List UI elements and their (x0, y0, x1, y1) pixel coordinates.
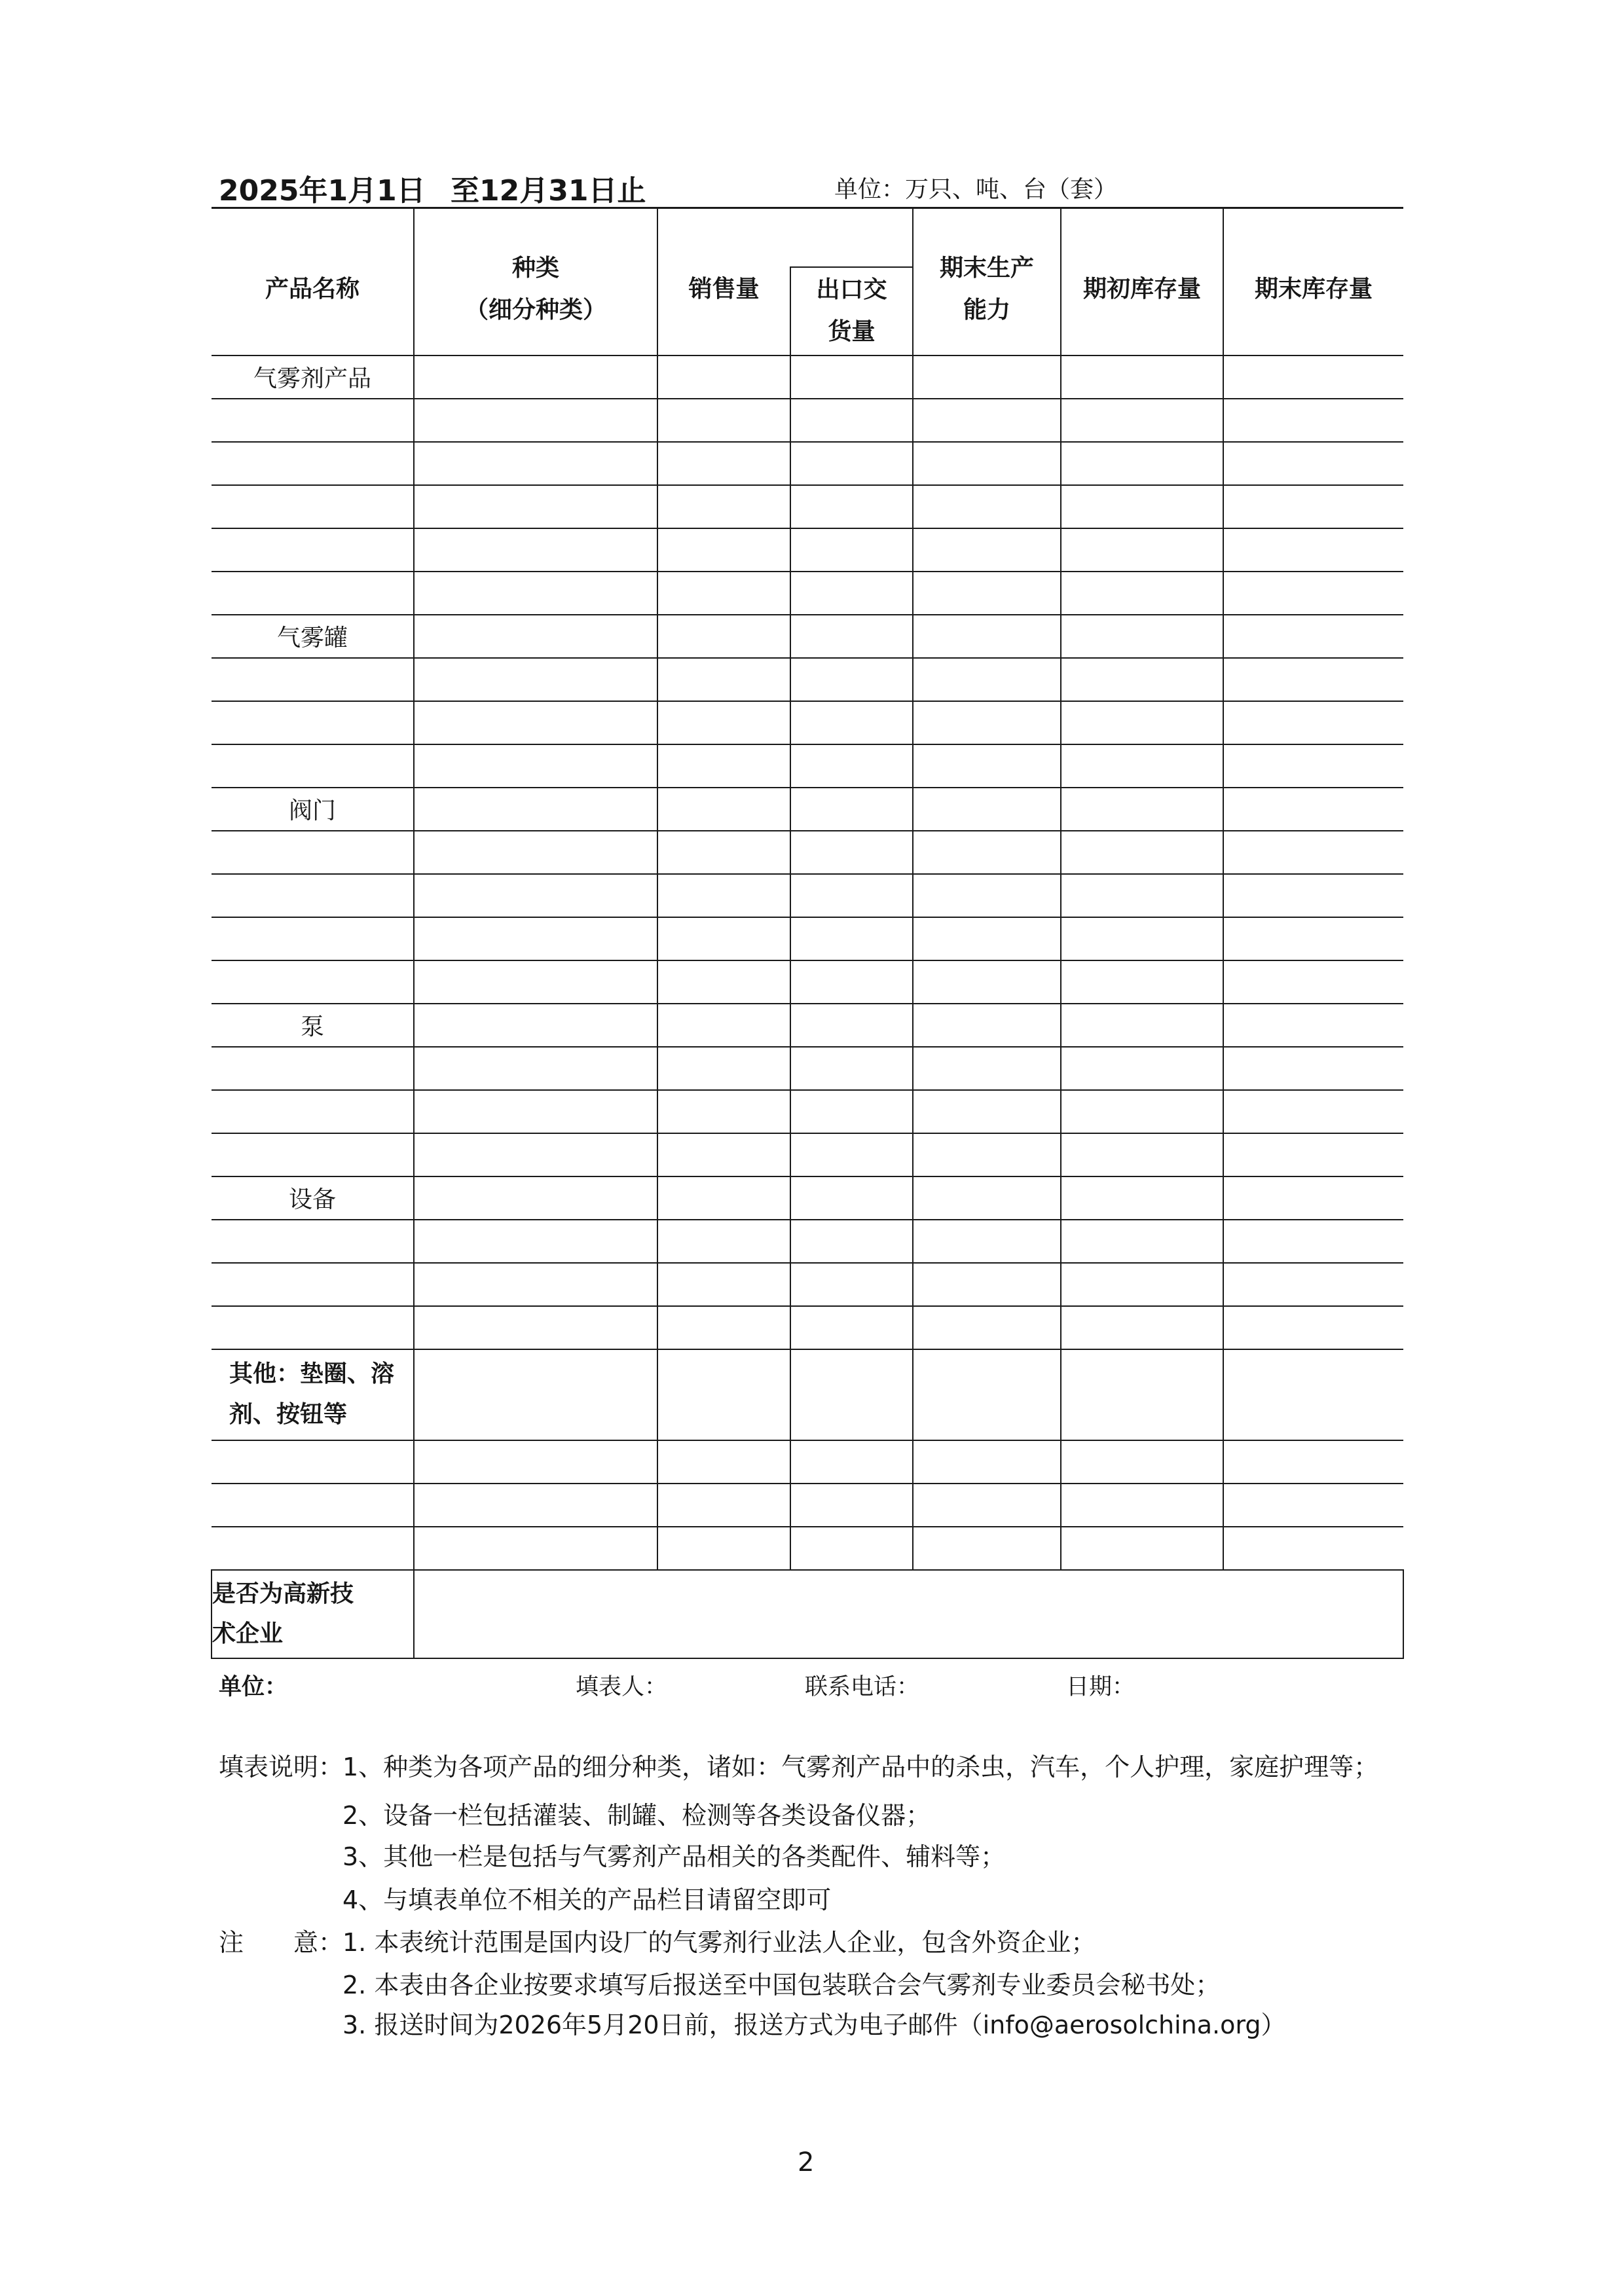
closing-stock-cell (1223, 1176, 1403, 1220)
table-row (212, 1176, 1403, 1220)
instruction-item: 1、种类为各项产品的细分种类，诸如：气雾剂产品中的杀虫，汽车，个人护理，家庭护理等； (342, 1753, 1379, 1781)
column-header-label: 期末生产 (939, 255, 1034, 282)
opening-stock-cell (1061, 831, 1223, 874)
opening-stock-cell (1061, 399, 1223, 442)
capacity-cell (913, 874, 1061, 917)
instruction-item: 4、与填表单位不相关的产品栏目请留空即可 (342, 1886, 832, 1914)
closing-stock-cell (1223, 399, 1403, 442)
table-row (212, 1349, 1403, 1440)
section-label-cell (212, 1004, 414, 1047)
footer-unit-label: 单位： (219, 1674, 288, 1700)
sales-cell (657, 701, 790, 744)
product-name-cell (212, 831, 414, 874)
export-cell (790, 485, 913, 528)
section-label: 剂、按钮等 (229, 1401, 348, 1428)
closing-stock-cell (1223, 1047, 1403, 1090)
capacity-cell (913, 701, 1061, 744)
instruction-item: 2、设备一栏包括灌装、制罐、检测等各类设备仪器； (342, 1801, 931, 1830)
product-name-cell (212, 1440, 414, 1484)
table-row (212, 1440, 1403, 1484)
product-name-cell (212, 485, 414, 528)
sales-cell (657, 1133, 790, 1176)
export-cell (790, 1263, 913, 1306)
high-tech-row (212, 1570, 1403, 1658)
closing-stock-cell (1223, 1527, 1403, 1570)
sales-cell (657, 1349, 790, 1440)
capacity-cell (913, 1220, 1061, 1263)
notes-title: 注 意： (219, 1928, 344, 1957)
sales-cell (657, 528, 790, 572)
section-label: 泵 (300, 1013, 324, 1040)
section-label-cell (212, 355, 414, 399)
column-header-label: 种类 (511, 255, 559, 282)
opening-stock-cell (1061, 1090, 1223, 1133)
opening-stock-cell (1061, 1484, 1223, 1527)
category-cell (414, 1263, 657, 1306)
product-name-cell (212, 399, 414, 442)
opening-stock-cell (1061, 701, 1223, 744)
column-header-product-name (212, 208, 414, 355)
export-cell (790, 528, 913, 572)
category-cell (414, 355, 657, 399)
export-cell (790, 1349, 913, 1440)
high-tech-label: 是否为高新技 (212, 1580, 354, 1607)
footer-date-label: 日期： (1066, 1674, 1135, 1700)
column-header-closing-stock (1223, 208, 1403, 355)
table-row (212, 701, 1403, 744)
capacity-cell (913, 831, 1061, 874)
category-cell (414, 442, 657, 485)
high-tech-label-cell (212, 1570, 414, 1658)
table-footer-rows (212, 1570, 1403, 1658)
export-cell (790, 960, 913, 1004)
export-cell (790, 788, 913, 831)
table-row (212, 1047, 1403, 1090)
export-cell (790, 615, 913, 658)
unit-note: 单位：万只、吨、台（套） (834, 176, 1118, 203)
export-cell (790, 917, 913, 960)
export-cell (790, 1133, 913, 1176)
export-cell (790, 874, 913, 917)
closing-stock-cell (1223, 658, 1403, 701)
sales-cell (657, 917, 790, 960)
opening-stock-cell (1061, 788, 1223, 831)
section-label-cell (212, 1349, 414, 1440)
footer-filler-label: 填表人： (576, 1674, 668, 1700)
section-label-cell (212, 615, 414, 658)
column-header-label: 期初库存量 (1082, 276, 1201, 303)
capacity-cell (913, 399, 1061, 442)
opening-stock-cell (1061, 658, 1223, 701)
column-header-export (790, 267, 913, 355)
opening-stock-cell (1061, 917, 1223, 960)
product-name-cell (212, 1527, 414, 1570)
closing-stock-cell (1223, 572, 1403, 615)
opening-stock-cell (1061, 1004, 1223, 1047)
closing-stock-cell (1223, 1306, 1403, 1349)
capacity-cell (913, 572, 1061, 615)
capacity-cell (913, 658, 1061, 701)
table-row (212, 744, 1403, 788)
section-label: 气雾剂产品 (253, 365, 371, 392)
export-cell (790, 442, 913, 485)
category-cell (414, 528, 657, 572)
category-cell (414, 1527, 657, 1570)
high-tech-value-cell (414, 1570, 1403, 1658)
sales-cell (657, 1263, 790, 1306)
table-row (212, 788, 1403, 831)
section-label: 设备 (288, 1186, 336, 1213)
capacity-cell (913, 1004, 1061, 1047)
capacity-cell (913, 1090, 1061, 1133)
capacity-cell (913, 485, 1061, 528)
table-row (212, 831, 1403, 874)
category-cell (414, 1090, 657, 1133)
section-label: 其他：垫圈、溶 (229, 1360, 395, 1387)
reporting-period-start: 2025年1月1日 (219, 174, 426, 208)
opening-stock-cell (1061, 572, 1223, 615)
opening-stock-cell (1061, 1176, 1223, 1220)
category-cell (414, 1133, 657, 1176)
column-header-capacity (913, 208, 1061, 355)
category-cell (414, 1176, 657, 1220)
column-header-label: 期末库存量 (1254, 276, 1373, 303)
export-cell (790, 1090, 913, 1133)
export-cell (790, 744, 913, 788)
table-row (212, 399, 1403, 442)
reporting-period-end: 至12月31日止 (451, 174, 646, 208)
sales-cell (657, 831, 790, 874)
closing-stock-cell (1223, 615, 1403, 658)
table-row (212, 1484, 1403, 1527)
opening-stock-cell (1061, 615, 1223, 658)
closing-stock-cell (1223, 1133, 1403, 1176)
product-name-cell (212, 658, 414, 701)
closing-stock-cell (1223, 701, 1403, 744)
category-cell (414, 572, 657, 615)
capacity-cell (913, 528, 1061, 572)
closing-stock-cell (1223, 1440, 1403, 1484)
table-row (212, 442, 1403, 485)
category-cell (414, 1306, 657, 1349)
closing-stock-cell (1223, 1004, 1403, 1047)
capacity-cell (913, 1527, 1061, 1570)
section-label-cell (212, 788, 414, 831)
table-row (212, 1004, 1403, 1047)
table-row (212, 615, 1403, 658)
category-cell (414, 917, 657, 960)
category-cell (414, 874, 657, 917)
export-cell (790, 658, 913, 701)
table-row (212, 1220, 1403, 1263)
column-header-sales (657, 208, 790, 355)
footer-phone-label: 联系电话： (805, 1674, 920, 1700)
section-label: 气雾罐 (276, 625, 348, 651)
sales-cell (657, 1176, 790, 1220)
instruction-item: 3、其他一栏是包括与气雾剂产品相关的各类配件、辅料等； (342, 1842, 1006, 1871)
capacity-cell (913, 355, 1061, 399)
note-item: 3. 报送时间为2026年5月20日前，报送方式为电子邮件（info@aerosolchina.org） (342, 2011, 1286, 2039)
high-tech-label: 术企业 (212, 1620, 284, 1647)
category-cell (414, 1047, 657, 1090)
export-cell (790, 1527, 913, 1570)
table-row (212, 1090, 1403, 1133)
closing-stock-cell (1223, 744, 1403, 788)
table-row (212, 960, 1403, 1004)
category-cell (414, 1484, 657, 1527)
category-cell (414, 701, 657, 744)
closing-stock-cell (1223, 917, 1403, 960)
capacity-cell (913, 615, 1061, 658)
sales-cell (657, 658, 790, 701)
category-cell (414, 1004, 657, 1047)
closing-stock-cell (1223, 1263, 1403, 1306)
product-name-cell (212, 528, 414, 572)
sales-cell (657, 399, 790, 442)
opening-stock-cell (1061, 1133, 1223, 1176)
export-cell (790, 701, 913, 744)
column-header-label: 出口交 (816, 276, 887, 303)
capacity-cell (913, 1133, 1061, 1176)
sales-cell (657, 1484, 790, 1527)
capacity-cell (913, 917, 1061, 960)
sales-cell (657, 1090, 790, 1133)
product-name-cell (212, 701, 414, 744)
table-row (212, 355, 1403, 399)
opening-stock-cell (1061, 744, 1223, 788)
export-cell (790, 355, 913, 399)
instructions-title: 填表说明： (219, 1753, 344, 1781)
sales-cell (657, 485, 790, 528)
sales-cell (657, 355, 790, 399)
table-row (212, 1306, 1403, 1349)
table-row (212, 1527, 1403, 1570)
capacity-cell (913, 960, 1061, 1004)
category-cell (414, 744, 657, 788)
statistics-form-table (211, 207, 1404, 1659)
export-cell (790, 1047, 913, 1090)
page-number: 2 (798, 2147, 815, 2178)
export-cell (790, 1220, 913, 1263)
category-cell (414, 1440, 657, 1484)
table-row (212, 874, 1403, 917)
table-row (212, 572, 1403, 615)
capacity-cell (913, 442, 1061, 485)
opening-stock-cell (1061, 1263, 1223, 1306)
table-body (212, 355, 1403, 1570)
sales-cell (657, 442, 790, 485)
table-row (212, 1133, 1403, 1176)
opening-stock-cell (1061, 1349, 1223, 1440)
sales-cell (657, 1306, 790, 1349)
note-item: 1. 本表统计范围是国内设厂的气雾剂行业法人企业，包含外资企业； (342, 1928, 1096, 1957)
product-name-cell (212, 1133, 414, 1176)
table-row (212, 658, 1403, 701)
sales-cell (657, 1004, 790, 1047)
note-item: 2. 本表由各企业按要求填写后报送至中国包装联合会气雾剂专业委员会秘书处； (342, 1971, 1221, 1999)
opening-stock-cell (1061, 485, 1223, 528)
category-cell (414, 1220, 657, 1263)
closing-stock-cell (1223, 1484, 1403, 1527)
capacity-cell (913, 1484, 1061, 1527)
category-cell (414, 658, 657, 701)
product-name-cell (212, 1484, 414, 1527)
export-cell (790, 399, 913, 442)
product-name-cell (212, 960, 414, 1004)
capacity-cell (913, 1306, 1061, 1349)
capacity-cell (913, 1349, 1061, 1440)
table-row (212, 528, 1403, 572)
closing-stock-cell (1223, 485, 1403, 528)
column-header-label: 销售量 (688, 276, 760, 303)
sales-cell (657, 744, 790, 788)
category-cell (414, 960, 657, 1004)
export-cell (790, 1440, 913, 1484)
table-row (212, 917, 1403, 960)
sales-cell (657, 615, 790, 658)
section-label-cell (212, 1176, 414, 1220)
opening-stock-cell (1061, 874, 1223, 917)
product-name-cell (212, 874, 414, 917)
closing-stock-cell (1223, 960, 1403, 1004)
capacity-cell (913, 1263, 1061, 1306)
opening-stock-cell (1061, 960, 1223, 1004)
closing-stock-cell (1223, 831, 1403, 874)
closing-stock-cell (1223, 1090, 1403, 1133)
opening-stock-cell (1061, 1047, 1223, 1090)
export-cell (790, 572, 913, 615)
column-header-label: 能力 (963, 297, 1010, 324)
category-cell (414, 485, 657, 528)
opening-stock-cell (1061, 1440, 1223, 1484)
product-name-cell (212, 1047, 414, 1090)
export-cell (790, 1004, 913, 1047)
closing-stock-cell (1223, 528, 1403, 572)
column-header-opening-stock (1061, 208, 1223, 355)
opening-stock-cell (1061, 1220, 1223, 1263)
table-row (212, 1263, 1403, 1306)
product-name-cell (212, 1306, 414, 1349)
section-label: 阀门 (288, 797, 336, 824)
export-cell (790, 831, 913, 874)
column-header-label: 货量 (828, 318, 876, 345)
category-cell (414, 399, 657, 442)
sales-cell (657, 960, 790, 1004)
capacity-cell (913, 744, 1061, 788)
column-header-sublabel: （细分种类） (464, 297, 606, 324)
opening-stock-cell (1061, 528, 1223, 572)
capacity-cell (913, 788, 1061, 831)
column-header-category (414, 208, 657, 355)
closing-stock-cell (1223, 1349, 1403, 1440)
opening-stock-cell (1061, 1527, 1223, 1570)
closing-stock-cell (1223, 788, 1403, 831)
opening-stock-cell (1061, 355, 1223, 399)
product-name-cell (212, 917, 414, 960)
capacity-cell (913, 1047, 1061, 1090)
sales-cell (657, 788, 790, 831)
closing-stock-cell (1223, 355, 1403, 399)
opening-stock-cell (1061, 442, 1223, 485)
category-cell (414, 1349, 657, 1440)
product-name-cell (212, 1263, 414, 1306)
sales-cell (657, 572, 790, 615)
product-name-cell (212, 572, 414, 615)
category-cell (414, 615, 657, 658)
export-cell (790, 1484, 913, 1527)
category-cell (414, 831, 657, 874)
product-name-cell (212, 442, 414, 485)
sales-cell (657, 1220, 790, 1263)
closing-stock-cell (1223, 874, 1403, 917)
column-header-label: 产品名称 (265, 276, 360, 303)
product-name-cell (212, 744, 414, 788)
export-cell (790, 1176, 913, 1220)
category-cell (414, 788, 657, 831)
product-name-cell (212, 1090, 414, 1133)
closing-stock-cell (1223, 442, 1403, 485)
sales-cell (657, 874, 790, 917)
sales-cell (657, 1440, 790, 1484)
capacity-cell (913, 1176, 1061, 1220)
capacity-cell (913, 1440, 1061, 1484)
table-row (212, 485, 1403, 528)
export-cell (790, 1306, 913, 1349)
sales-cell (657, 1527, 790, 1570)
opening-stock-cell (1061, 1306, 1223, 1349)
closing-stock-cell (1223, 1220, 1403, 1263)
sales-cell (657, 1047, 790, 1090)
product-name-cell (212, 1220, 414, 1263)
header-row (212, 208, 1403, 267)
column-header-sales-span (790, 208, 913, 267)
